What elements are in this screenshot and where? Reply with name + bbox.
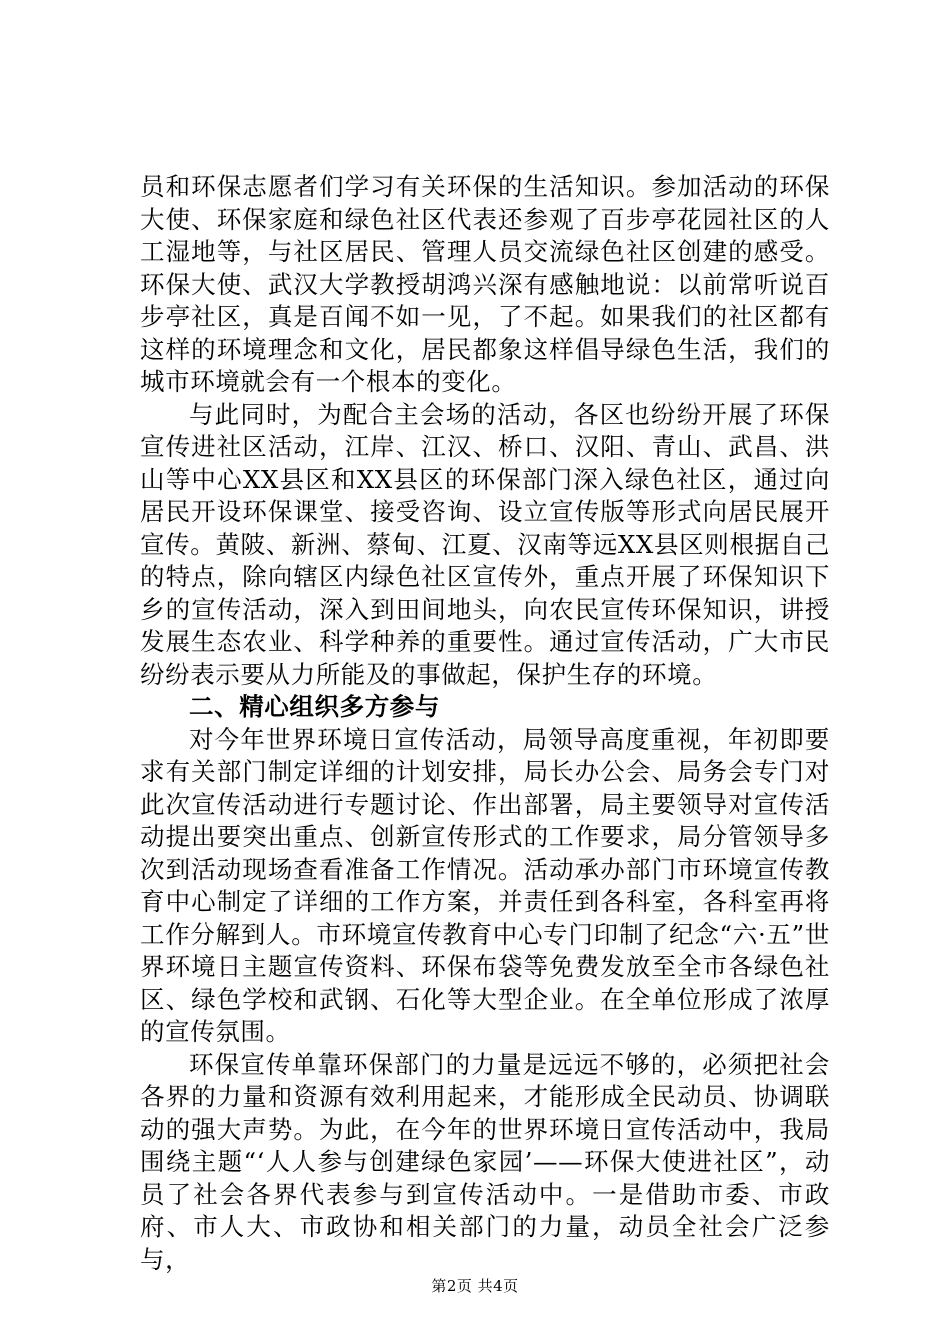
paragraph-district-activities: 与此同时，为配合主会场的活动，各区也纷纷开展了环保宣传进社区活动，江岸、江汉、桥口、汉阳、青山、武昌、洪山等中心XX县区和XX县区的环保部门深入绿色社区，通过向居民开设环保课堂、接受咨询、设立宣传版等形式向居民展开宣传。黄陂、新洲、蔡甸、江夏、汉南等远XX县区则根据自己的特点，除向辖区内绿色社区宣传外，重点开展了环保知识下乡的宣传活动，深入到田间地头，向农民宣传环保知识，讲授发展生态农业、科学种养的重要性。通过宣传活动，广大市民纷纷表示要从力所能及的事做起，保护生存的环境。 — [140, 399, 830, 689]
paragraph-continued: 员和环保志愿者们学习有关环保的生活知识。参加活动的环保大使、环保家庭和绿色社区代表还参观了百步亭花园社区的人工湿地等，与社区居民、管理人员交流绿色社区创建的感受。环保大使、武汉大学教授胡鸿兴深有感触地说：以前常听说百步亭社区，真是百闻不如一见，了不起。如果我们的社区都有这样的环境理念和文化，居民都象这样倡导绿色生活，我们的城市环境就会有一个根本的变化。 — [140, 172, 830, 396]
paragraph-leadership: 对今年世界环境日宣传活动，局领导高度重视，年初即要求有关部门制定详细的计划安排，局长办公会、局务会专门对此次宣传活动进行专题讨论、作出部署，局主要领导对宣传活动提出要突出重点、创新宣传形式的工作要求，局分管领导多次到活动现场查看准备工作情况。活动承办部门市环境宣传教育中心制定了详细的工作方案，并责任到各科室，各科室再将工作分解到人。市环境宣传教育中心专门印制了纪念“六·五”世界环境日主题宣传资料、环保布袋等免费发放至全市各绿色社区、绿色学校和武钢、石化等大型企业。在全单位形成了浓厚的宣传氛围。 — [140, 724, 830, 1046]
section-heading: 二、精心组织多方参与 — [189, 692, 440, 721]
document-body — [140, 171, 830, 1276]
paragraph-social-participation: 环保宣传单靠环保部门的力量是远远不够的，必须把社会各界的力量和资源有效利用起来，才能形成全民动员、协调联动的强大声势。为此，在今年的世界环境日宣传活动中，我局围绕主题“‘人人参与创建绿色家园’——环保大使进社区”，动员了社会各界代表参与到宣传活动中。一是借助市委、市政府、市人大、市政协和相关部门的力量，动员全社会广泛参与， — [140, 1049, 830, 1274]
page-footer: 第2页 共4页 — [431, 1277, 519, 1295]
